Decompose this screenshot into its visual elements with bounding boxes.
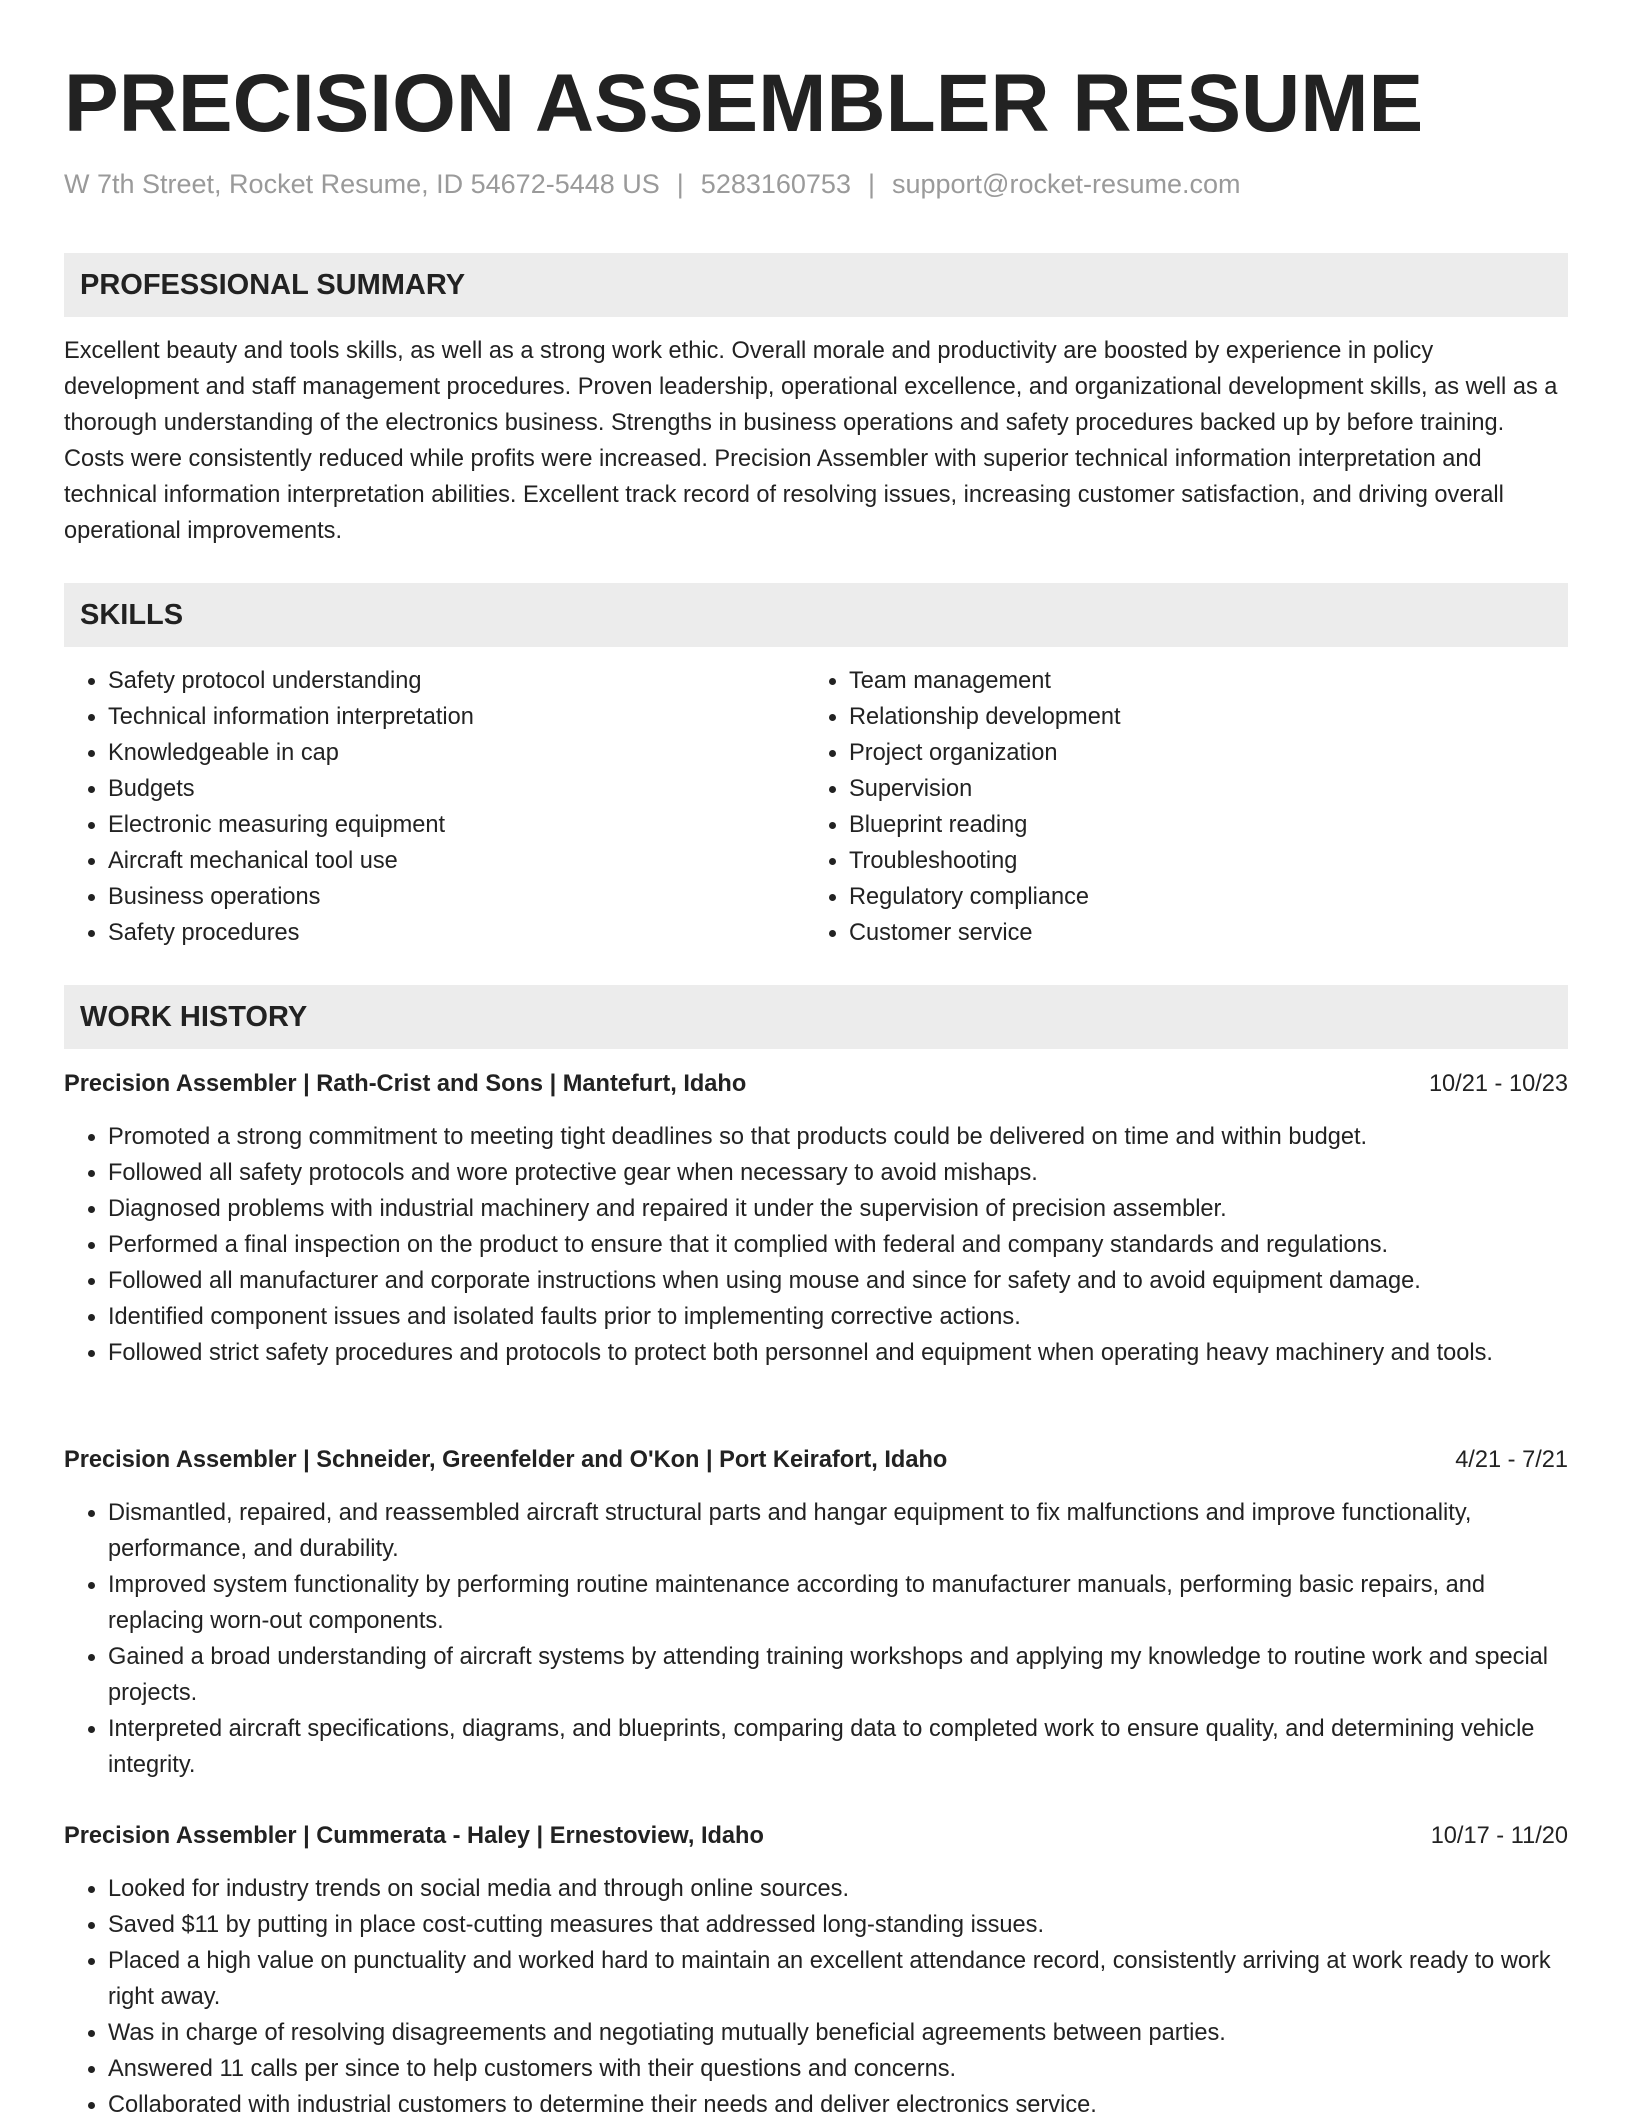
resume-title: PRECISION ASSEMBLER RESUME xyxy=(64,58,1424,149)
job-bullets xyxy=(64,1871,1568,2123)
work-heading: WORK HISTORY xyxy=(80,1001,308,1033)
job-bullet-item: • Placed a high value on punctuality and worked hard to maintain an excellent attendance record, consistently arriving at work ready to work right away. xyxy=(108,1943,1568,2015)
contact-separator: | xyxy=(676,169,684,199)
summary-section-header xyxy=(64,253,1568,317)
skill-item: • Safety protocol understanding xyxy=(108,663,474,699)
job-header xyxy=(64,1818,1568,1854)
job-bullet-item: • Collaborated with industrial customers to determine their needs and deliver electronics service. xyxy=(108,2087,1568,2123)
job-bullet-item: • Promoted a strong commitment to meeting tight deadlines so that products could be delivered on time and within budget. xyxy=(108,1119,1568,1155)
skill-item: • Blueprint reading xyxy=(849,807,1121,843)
skill-item: • Regulatory compliance xyxy=(849,879,1121,915)
job-bullet-item: • Gained a broad understanding of aircraft systems by attending training workshops and applying my knowledge to routine work and special projects. xyxy=(108,1639,1568,1711)
summary-text: Excellent beauty and tools skills, as well as a strong work ethic. Overall morale and productivity are boosted by experience in policy development and staff management procedures. Proven leadership, operational excellence, and organizational development skills, as well as a thorough understanding of the electronics business. Strengths in business operations and safety procedures backed up by before training. Costs were consistently reduced while profits were increased. Precision Assembler with superior technical information interpretation and technical information interpretation abilities. Excellent track record of resolving issues, increasing customer satisfaction, and driving overall operational improvements. xyxy=(64,338,1558,544)
skill-item: • Aircraft mechanical tool use xyxy=(108,843,474,879)
skill-item: • Customer service xyxy=(849,915,1121,951)
job-bullet-item: • Was in charge of resolving disagreements and negotiating mutually beneficial agreements between parties. xyxy=(108,2015,1568,2051)
job-title: Precision Assembler | Schneider, Greenfelder and O'Kon | Port Keirafort, Idaho xyxy=(64,1447,948,1473)
job-bullet-item: • Followed all safety protocols and wore protective gear when necessary to avoid mishaps. xyxy=(108,1155,1568,1191)
skill-item: • Supervision xyxy=(849,771,1121,807)
job-title: Precision Assembler | Rath-Crist and Sons | Mantefurt, Idaho xyxy=(64,1071,747,1097)
skills-list-left xyxy=(64,663,474,951)
contact-separator: | xyxy=(867,169,875,199)
job-bullet-item: • Looked for industry trends on social media and through online sources. xyxy=(108,1871,1568,1907)
job-title: Precision Assembler | Cummerata - Haley | Ernestoview, Idaho xyxy=(64,1823,764,1849)
skill-item: • Safety procedures xyxy=(108,915,474,951)
skills-heading: SKILLS xyxy=(80,599,184,631)
contact-phone: 5283160753 xyxy=(700,169,851,199)
job-bullet-item: • Saved $11 by putting in place cost-cutting measures that addressed long-standing issues. xyxy=(108,1907,1568,1943)
skills-section-header xyxy=(64,583,1568,647)
job-bullet-item: • Diagnosed problems with industrial machinery and repaired it under the supervision of precision assembler. xyxy=(108,1191,1568,1227)
job-bullet-item: • Identified component issues and isolated faults prior to implementing corrective actions. xyxy=(108,1299,1568,1335)
job-bullets xyxy=(64,1495,1568,1783)
contact-address: W 7th Street, Rocket Resume, ID 54672-5448 US xyxy=(64,169,660,199)
summary-heading: PROFESSIONAL SUMMARY xyxy=(80,269,466,301)
work-section-header xyxy=(64,985,1568,1049)
skill-item: • Knowledgeable in cap xyxy=(108,735,474,771)
job-bullet-item: • Dismantled, repaired, and reassembled aircraft structural parts and hangar equipment to fix malfunctions and improve functionality, performance, and durability. xyxy=(108,1495,1568,1567)
job-bullets xyxy=(64,1119,1568,1371)
skills-list-right xyxy=(805,663,1121,951)
skill-item: • Relationship development xyxy=(849,699,1121,735)
job-bullet-item: • Followed all manufacturer and corporate instructions when using mouse and since for safety and to avoid equipment damage. xyxy=(108,1263,1568,1299)
contact-line xyxy=(64,166,1241,202)
job-dates: 10/21 - 10/23 xyxy=(1428,1071,1568,1097)
job-bullet-item: • Answered 11 calls per since to help customers with their questions and concerns. xyxy=(108,2051,1568,2087)
skill-item: • Project organization xyxy=(849,735,1121,771)
job-header xyxy=(64,1066,1568,1102)
skill-item: • Troubleshooting xyxy=(849,843,1121,879)
skill-item: • Electronic measuring equipment xyxy=(108,807,474,843)
skill-item: • Team management xyxy=(849,663,1121,699)
contact-email: support@rocket-resume.com xyxy=(891,169,1241,199)
job-bullet-item: • Performed a final inspection on the product to ensure that it complied with federal and company standards and regulations. xyxy=(108,1227,1568,1263)
job-dates: 4/21 - 7/21 xyxy=(1455,1447,1568,1473)
job-header xyxy=(64,1442,1568,1478)
skill-item: • Business operations xyxy=(108,879,474,915)
skill-item: • Budgets xyxy=(108,771,474,807)
skill-item: • Technical information interpretation xyxy=(108,699,474,735)
job-bullet-item: • Improved system functionality by performing routine maintenance according to manufacturer manuals, performing basic repairs, and replacing worn-out components. xyxy=(108,1567,1568,1639)
job-bullet-item: • Followed strict safety procedures and protocols to protect both personnel and equipment when operating heavy machinery and tools. xyxy=(108,1335,1568,1371)
job-bullet-item: • Interpreted aircraft specifications, diagrams, and blueprints, comparing data to completed work to ensure quality, and determining vehicle integrity. xyxy=(108,1711,1568,1783)
job-dates: 10/17 - 11/20 xyxy=(1430,1823,1568,1849)
